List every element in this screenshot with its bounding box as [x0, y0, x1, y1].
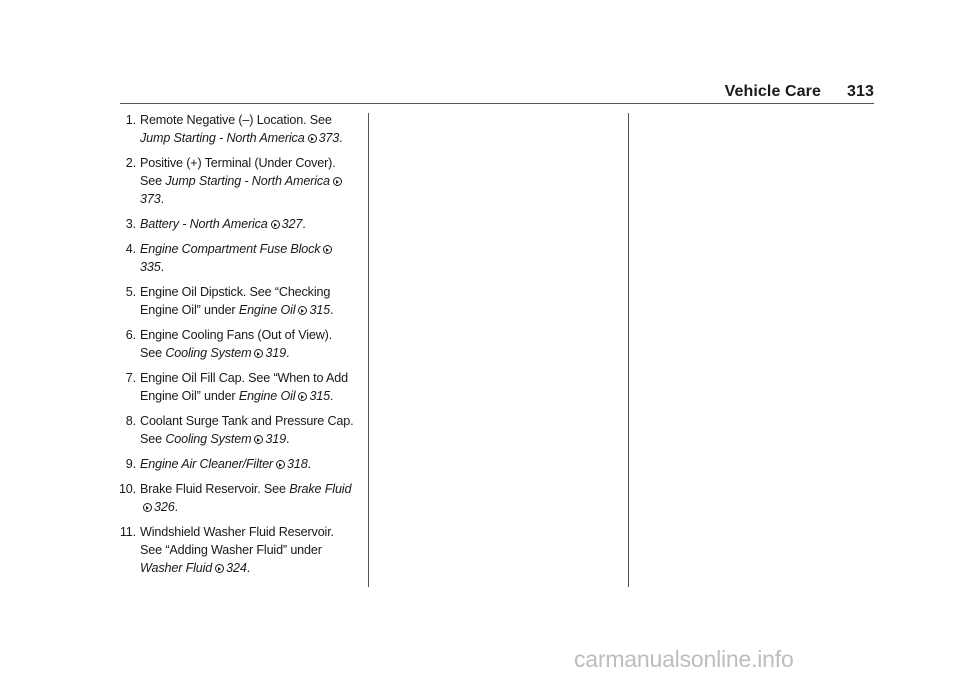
- cross-reference-link[interactable]: Washer Fluid: [140, 561, 213, 575]
- item-description: Engine Oil Fill Cap. See: [140, 371, 274, 385]
- page-reference-icon: [143, 503, 152, 512]
- item-punctuation: .: [330, 389, 334, 403]
- page-reference-icon: [271, 220, 280, 229]
- item-description: Engine Cooling Fans (Out of View). See: [140, 328, 333, 360]
- item-under: under: [200, 389, 239, 403]
- item-text: [140, 523, 354, 577]
- item-number: 8.: [125, 414, 136, 428]
- item-number: 1.: [125, 113, 136, 127]
- item-text: [140, 111, 354, 147]
- item-subsection-quote: “Checking Engine Oil”: [140, 285, 331, 317]
- list-item: [110, 412, 354, 448]
- item-number: 9.: [125, 457, 136, 471]
- column-divider: [628, 113, 629, 587]
- cross-reference-link[interactable]: Battery - North America: [140, 217, 268, 231]
- page-reference-number[interactable]: 315: [309, 389, 330, 403]
- item-text: [140, 215, 354, 233]
- page-reference-icon: [308, 134, 317, 143]
- item-punctuation: .: [174, 500, 178, 514]
- page-reference-number[interactable]: 373: [140, 192, 161, 206]
- component-callout-list: [110, 111, 354, 584]
- item-description: Brake Fluid Reservoir. See: [140, 482, 290, 496]
- page-reference-number[interactable]: 315: [309, 303, 330, 317]
- page-reference-icon: [323, 245, 332, 254]
- cross-reference-link[interactable]: Engine Oil: [238, 303, 296, 317]
- list-item: [110, 326, 354, 362]
- cross-reference-link[interactable]: Engine Compartment Fuse Block: [140, 242, 321, 256]
- list-item: [110, 154, 354, 208]
- page-reference-number[interactable]: 319: [265, 346, 286, 360]
- cross-reference-link[interactable]: Jump Starting - North America: [165, 174, 330, 188]
- page-header: [725, 83, 874, 101]
- page-reference-icon: [215, 564, 224, 573]
- cross-reference-link[interactable]: Engine Air Cleaner/Filter: [140, 457, 273, 471]
- list-item: [110, 523, 354, 577]
- item-text: [140, 455, 354, 473]
- item-description: Engine Oil Dipstick. See: [140, 285, 275, 299]
- item-number: 2.: [125, 156, 136, 170]
- item-under: under: [286, 543, 322, 557]
- page-reference-icon: [333, 177, 342, 186]
- item-punctuation: .: [246, 561, 251, 575]
- page-reference-icon: [254, 435, 263, 444]
- cross-reference-link[interactable]: Cooling System: [165, 432, 252, 446]
- page-number: 313: [847, 83, 874, 100]
- item-number: 4.: [125, 242, 136, 256]
- page-reference-number[interactable]: 373: [318, 131, 340, 145]
- list-item: [110, 369, 354, 405]
- section-title: Vehicle Care: [724, 83, 821, 100]
- item-punctuation: .: [302, 217, 306, 231]
- cross-reference-link[interactable]: Jump Starting - North America: [140, 131, 305, 145]
- page-reference-number[interactable]: 324: [226, 561, 247, 575]
- page-reference-number[interactable]: 319: [265, 432, 286, 446]
- cross-reference-link[interactable]: Brake Fluid: [289, 482, 352, 496]
- page-reference-number[interactable]: 326: [154, 500, 175, 514]
- item-under: under: [200, 303, 239, 317]
- list-item: [110, 240, 354, 276]
- watermark: carmanualsonline.info: [574, 646, 794, 672]
- header-rule: [120, 103, 874, 104]
- item-description: Coolant Surge Tank and Pressure Cap. See: [140, 414, 354, 446]
- item-subsection-quote: “When to Add Engine Oil”: [140, 371, 348, 403]
- item-text: [140, 480, 354, 516]
- list-item: [110, 283, 354, 319]
- item-text: [140, 412, 354, 448]
- item-number: 11.: [119, 525, 136, 539]
- list-item: [110, 455, 354, 473]
- item-text: [140, 326, 354, 362]
- cross-reference-link[interactable]: Cooling System: [165, 346, 252, 360]
- list-item: [110, 480, 354, 516]
- list-item: [110, 111, 354, 147]
- item-number: 10.: [118, 482, 136, 496]
- cross-reference-link[interactable]: Engine Oil: [238, 389, 296, 403]
- page-reference-icon: [254, 349, 263, 358]
- page-reference-icon: [276, 460, 285, 469]
- item-text: [140, 283, 354, 319]
- item-subsection-quote: “Adding Washer Fluid”: [165, 543, 287, 557]
- item-text: [140, 240, 354, 276]
- item-punctuation: .: [160, 192, 164, 206]
- page-reference-number[interactable]: 327: [281, 217, 303, 231]
- item-description: Windshield Washer Fluid Reservoir. See: [140, 525, 334, 557]
- item-description: Positive (+) Terminal (Under Cover). See: [140, 156, 336, 188]
- page-reference-number[interactable]: 335: [140, 260, 161, 274]
- item-number: 7.: [125, 371, 136, 385]
- item-number: 5.: [125, 285, 136, 299]
- item-text: [140, 369, 354, 405]
- item-punctuation: .: [285, 346, 290, 360]
- page-reference-icon: [298, 306, 307, 315]
- item-punctuation: .: [285, 432, 290, 446]
- column-divider: [368, 113, 369, 587]
- page-reference-number[interactable]: 318: [286, 457, 308, 471]
- item-number: 3.: [125, 217, 136, 231]
- item-punctuation: .: [160, 260, 164, 274]
- list-item: [110, 215, 354, 233]
- item-punctuation: .: [339, 131, 343, 145]
- page-reference-icon: [298, 392, 307, 401]
- item-punctuation: .: [330, 303, 334, 317]
- item-description: Remote Negative (–) Location. See: [140, 113, 332, 127]
- item-text: [140, 154, 354, 208]
- item-number: 6.: [125, 328, 136, 342]
- item-punctuation: .: [307, 457, 311, 471]
